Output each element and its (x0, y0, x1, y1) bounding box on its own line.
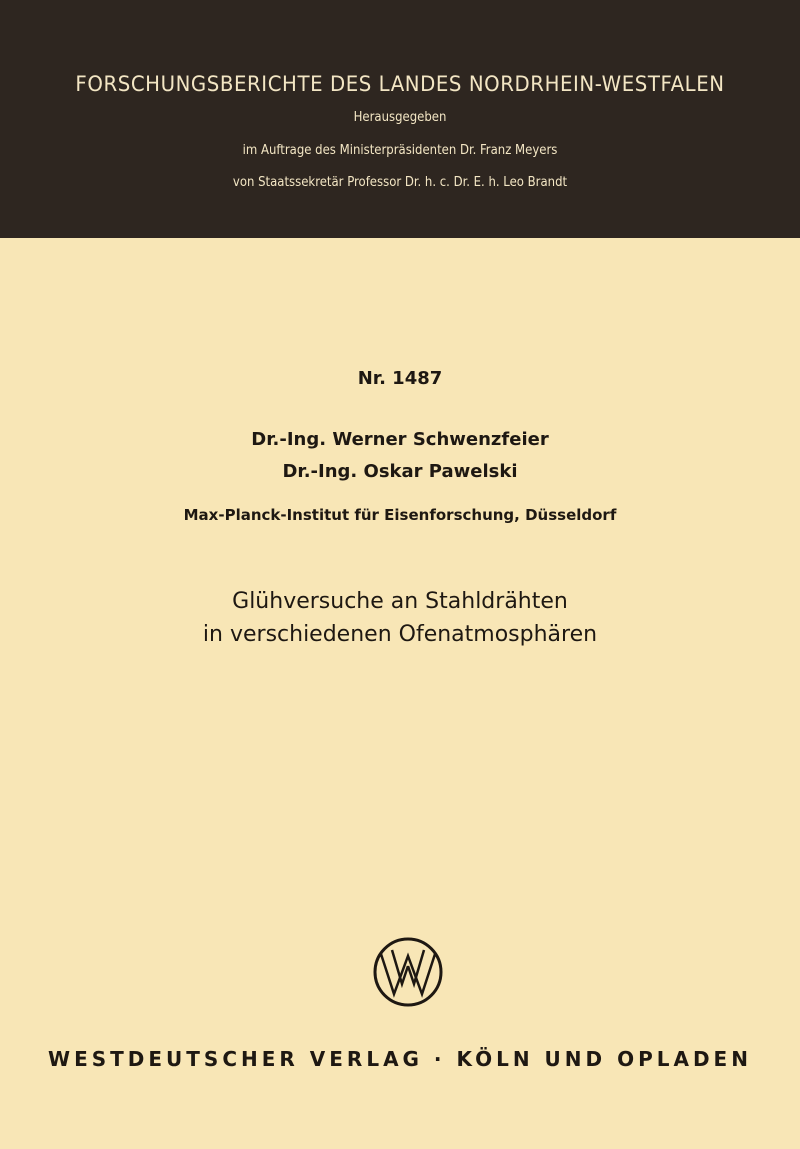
series-header-band (0, 0, 800, 238)
report-number: Nr. 1487 (357, 368, 443, 389)
institute: Max-Planck-Institut für Eisenforschung, Düsseldorf (183, 506, 617, 524)
ww-circle-logo-icon (372, 936, 444, 1008)
author-2: Dr.-Ing. Oskar Pawelski (282, 461, 518, 482)
editor-line-1: Herausgegeben (353, 110, 447, 125)
publisher-line: WESTDEUTSCHER VERLAG · KÖLN UND OPLADEN (48, 1047, 752, 1071)
editor-line-2: im Auftrage des Ministerpräsidenten Dr. Franz Meyers (242, 143, 558, 158)
author-1: Dr.-Ing. Werner Schwenzfeier (251, 429, 549, 450)
series-title: FORSCHUNGSBERICHTE DES LANDES NORDRHEIN-WESTFALEN (75, 72, 725, 96)
title-line-2: in verschiedenen Ofenatmosphären (202, 622, 598, 647)
editor-line-3: von Staatssekretär Professor Dr. h. c. Dr. E. h. Leo Brandt (232, 175, 568, 190)
title-line-1: Glühversuche an Stahldrähten (232, 589, 568, 614)
